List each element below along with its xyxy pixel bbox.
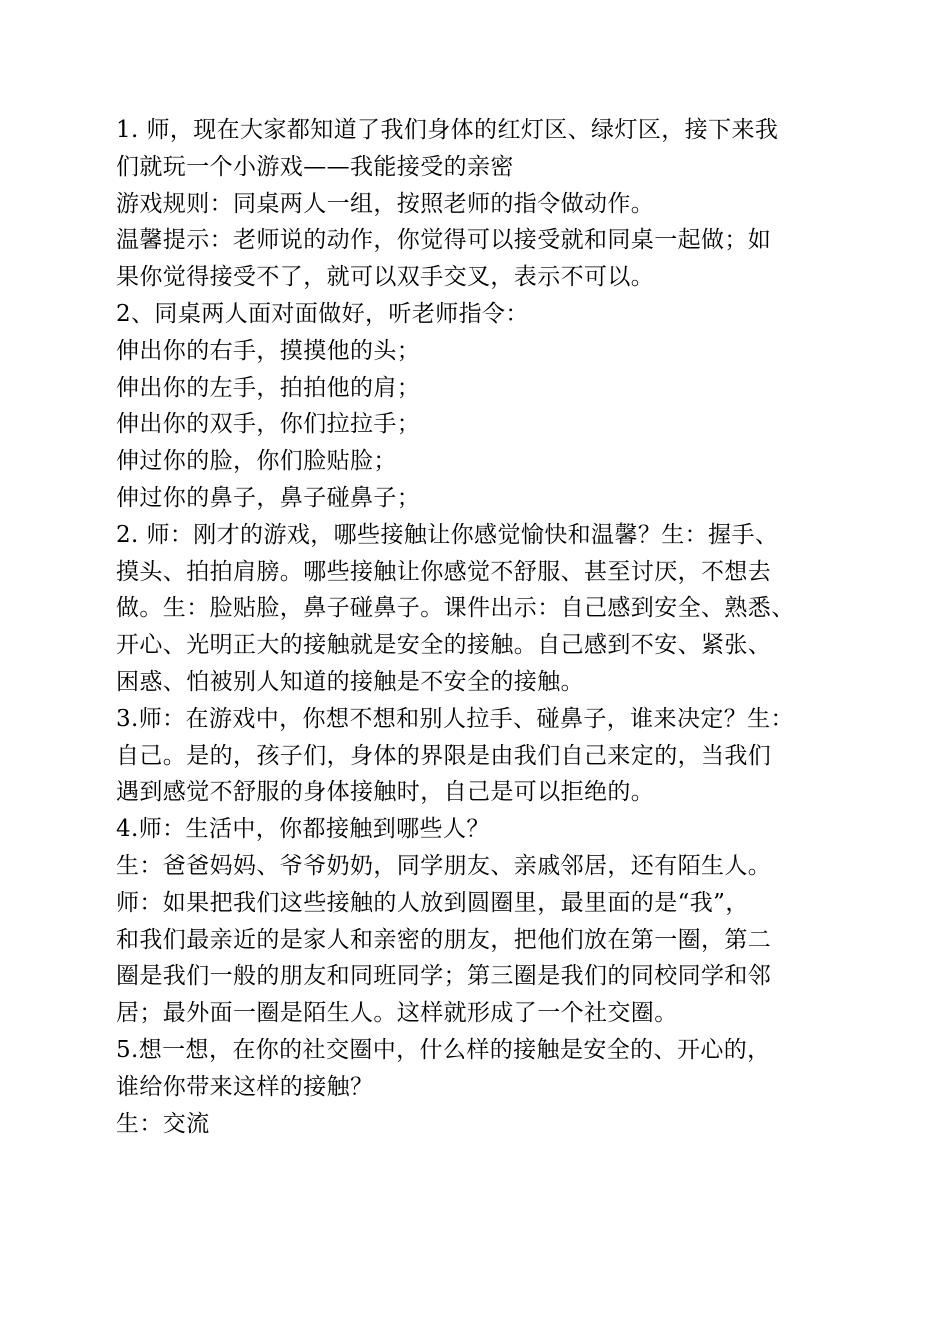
text-line: 生：交流: [116, 1110, 210, 1137]
text-line: 遇到感觉不舒服的身体接触时，自己是可以拒绝的。: [116, 779, 655, 806]
text-line: 2、同桌两人面对面做好，听老师指令：: [116, 300, 529, 327]
text-line: 2. 师：刚才的游戏，哪些接触让你感觉愉快和温馨？生：握手、: [116, 521, 779, 548]
text-line: 开心、光明正大的接触就是安全的接触。自己感到不安、紧张、: [116, 632, 772, 659]
text-line: 们就玩一个小游戏——我能接受的亲密: [116, 153, 514, 180]
text-line: 温馨提示：老师说的动作，你觉得可以接受就和同桌一起做；如: [116, 227, 772, 254]
text-line: 4.师：生活中，你都接触到哪些人？: [116, 816, 490, 843]
text-line: 果你觉得接受不了，就可以双手交叉，表示不可以。: [116, 264, 655, 291]
text-line: 圈是我们一般的朋友和同班同学；第三圈是我们的同校同学和邻: [116, 963, 772, 990]
text-line: 师：如果把我们这些接触的人放到圆圈里，最里面的是“我”，: [116, 889, 749, 916]
text-line: 居；最外面一圈是陌生人。这样就形成了一个社交圈。: [116, 1000, 678, 1027]
text-line: 谁给你带来这样的接触？: [116, 1073, 374, 1100]
text-line: 做。生：脸贴脸，鼻子碰鼻子。课件出示：自己感到安全、熟悉、: [116, 595, 795, 622]
text-line: 5.想一想，在你的社交圈中，什么样的接触是安全的、开心的，: [116, 1036, 771, 1063]
text-line: 生：爸爸妈妈、爷爷奶奶，同学朋友、亲戚邻居，还有陌生人。: [116, 852, 772, 879]
text-line: 伸出你的右手，摸摸他的头；: [116, 337, 421, 364]
text-line: 和我们最亲近的是家人和亲密的朋友，把他们放在第一圈，第二: [116, 926, 772, 953]
text-line: 游戏规则：同桌两人一组，按照老师的指令做动作。: [116, 190, 655, 217]
text-line: 伸出你的双手，你们拉拉手；: [116, 411, 421, 438]
text-line: 伸出你的左手，拍拍他的肩；: [116, 374, 421, 401]
text-line: 自己。是的，孩子们，身体的界限是由我们自己来定的，当我们: [116, 742, 772, 769]
text-line: 3.师：在游戏中，你想不想和别人拉手、碰鼻子，谁来决定？生：: [116, 705, 794, 732]
text-line: 困惑、怕被别人知道的接触是不安全的接触。: [116, 668, 584, 695]
text-line: 摸头、拍拍肩膀。哪些接触让你感觉不舒服、甚至讨厌，不想去: [116, 558, 772, 585]
text-line: 伸过你的脸，你们脸贴脸；: [116, 448, 397, 475]
text-line: 1. 师，现在大家都知道了我们身体的红灯区、绿灯区，接下来我: [116, 117, 779, 143]
text-line: 伸过你的鼻子，鼻子碰鼻子；: [116, 484, 421, 511]
document-body: [116, 112, 838, 1142]
